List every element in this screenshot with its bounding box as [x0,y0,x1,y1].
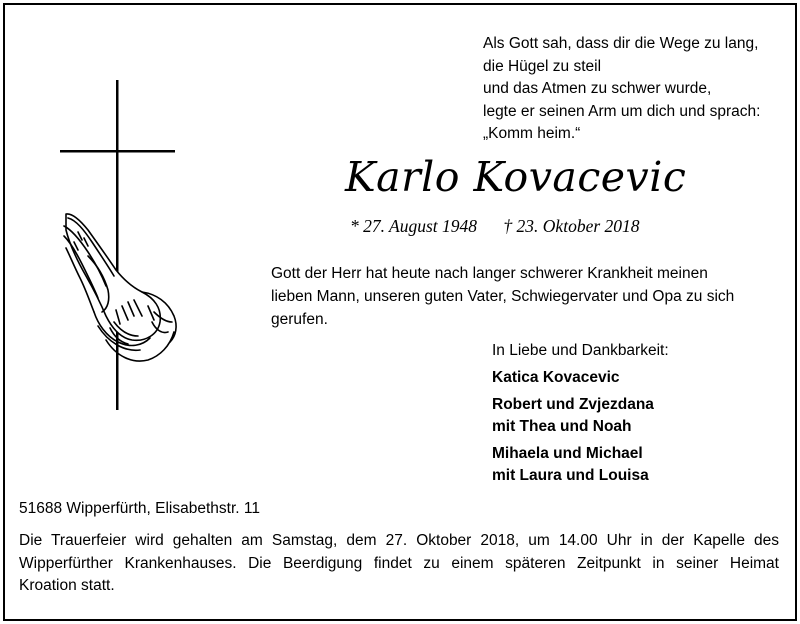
announcement-line: gerufen. [271,311,328,328]
poem-line: und das Atmen zu schwer wurde, [483,80,712,97]
signer-line: Robert und Zvjezdana [492,395,654,413]
poem-line: die Hügel zu steil [483,57,602,75]
funeral-line: Die Trauerfeier wird gehalten am Samstag, dem 27. Oktober 2018, um 14.00 Uhr in der Kapelle des [19,532,779,549]
signer-line: mit Laura und Louisa [492,467,649,484]
poem-line: legte er seinen Arm um dich und sprach: [483,102,761,120]
death-date: † 23. Oktober 2018 [503,216,640,236]
funeral-line: Kroation statt. [19,577,115,595]
poem [483,33,783,146]
announcement-text [271,262,791,331]
signers-list [492,367,654,492]
deceased-name: Karlo Kovacevic [345,153,687,201]
signer-line: Katica Kovacevic [492,369,620,386]
cross-with-praying-hands-illustration [58,80,183,410]
funeral-details [19,530,779,598]
announcement-line: Gott der Herr hat heute nach langer schwerer Krankheit meinen [271,265,708,282]
family-address: 51688 Wipperfürth, Elisabethstr. 11 [19,500,260,517]
life-dates [350,215,640,237]
poem-line: Als Gott sah, dass dir die Wege zu lang, [483,35,759,52]
poem-line: „Komm heim.“ [483,125,581,142]
signer-group [492,394,654,439]
thanks-heading: In Liebe und Dankbarkeit: [492,342,669,359]
signer-line: Mihaela und Michael [492,444,643,462]
signer-line: mit Thea und Noah [492,418,632,435]
signer-group [492,443,654,488]
announcement-line: lieben Mann, unseren guten Vater, Schwiegervater und Opa zu sich [271,288,735,305]
praying-hands-icon [64,214,176,361]
funeral-line: Wipperfürther Krankenhauses. Die Beerdigung findet zu einem späteren Zeitpunkt in seiner Heimat [19,554,779,572]
birth-date: * 27. August 1948 [350,216,478,236]
signer-group [492,367,654,390]
